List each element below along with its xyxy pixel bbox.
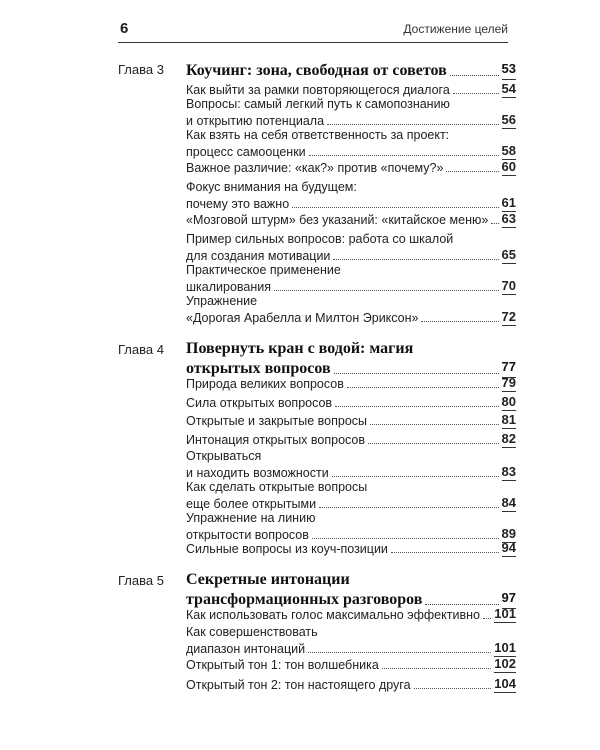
toc-entry: Природа великих вопросов 79 [186, 375, 516, 391]
chapter-page: 77 [502, 358, 516, 378]
toc-entry: Интонация открытых вопросов 82 [186, 431, 516, 447]
toc-entry: Открытый тон 2: тон настоящего друга 104 [186, 676, 516, 692]
toc-entry: Вопросы: самый легкий путь к самопознанию и открытию потенциала 56 [186, 97, 516, 128]
chapter-4-title [186, 340, 516, 378]
page-number: 6 [120, 20, 129, 37]
chapter-4-label: Глава 4 [118, 342, 164, 357]
toc-entry: Сильные вопросы из коуч-позиции 94 [186, 540, 516, 556]
toc-entry: Практическое применение шкалирования 70 [186, 263, 516, 294]
chapter-title-text: трансформационных разговоров [186, 591, 423, 608]
toc-entry: Как сделать открытые вопросы еще более открытыми 84 [186, 480, 516, 511]
chapter-page: 97 [502, 589, 516, 609]
chapter-title-text: Коучинг: зона, свободная от советов [186, 62, 447, 79]
chapter-title-text: открытых вопросов [186, 360, 331, 377]
toc-entry: Как использовать голос максимально эффективно 101 [186, 606, 516, 622]
chapter-5-title [186, 571, 516, 609]
toc-entry: Упражнение на линию открытости вопросов 89 [186, 511, 516, 542]
chapter-page: 53 [502, 60, 516, 80]
toc-entry: «Мозговой штурм» без указаний: «китайское меню» 63 [186, 211, 516, 227]
toc-entry: Открываться и находить возможности 83 [186, 449, 516, 480]
toc-entry: Открытый тон 1: тон волшебника 102 [186, 656, 516, 672]
toc-entry: Как выйти за рамки повторяющегося диалога 54 [186, 81, 516, 97]
page-header [118, 20, 508, 43]
toc-entry: Как взять на себя ответственность за проект: процесс самооценки 58 [186, 128, 516, 159]
toc-entry: Пример сильных вопросов: работа со шкалой для создания мотивации 65 [186, 232, 516, 263]
toc-entry: Сила открытых вопросов 80 [186, 394, 516, 410]
toc-entry: Важное различие: «как?» против «почему?» 60 [186, 159, 516, 175]
chapter-5-label: Глава 5 [118, 573, 164, 588]
chapter-3-label: Глава 3 [118, 62, 164, 77]
chapter-title-text: Секретные интонации [186, 571, 350, 588]
running-title: Достижение целей [403, 22, 508, 36]
chapter-title-text: Повернуть кран с водой: магия [186, 340, 414, 357]
toc-entry: Открытые и закрытые вопросы 81 [186, 412, 516, 428]
toc-entry: Упражнение «Дорогая Арабелла и Милтон Эриксон» 72 [186, 294, 516, 325]
toc-entry: Фокус внимания на будущем: почему это важно 61 [186, 180, 516, 211]
toc-entry: Как совершенствовать диапазон интонаций 101 [186, 625, 516, 656]
chapter-3-title [186, 60, 516, 80]
